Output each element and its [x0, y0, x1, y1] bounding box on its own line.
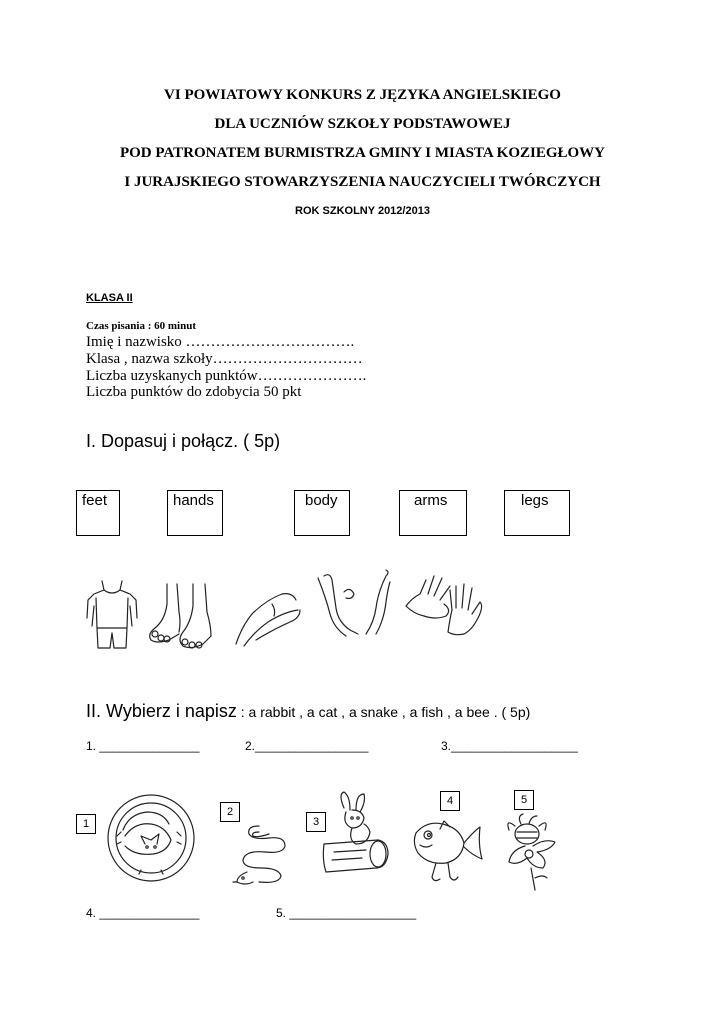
body-icon [82, 578, 142, 653]
hands-icon [402, 572, 488, 638]
arms-icon [316, 568, 392, 640]
time-label: Czas pisania : 60 minut [86, 320, 197, 332]
answer-line-4[interactable]: 4. _______________ [86, 906, 200, 920]
word-box-arms: arms [399, 490, 467, 536]
header-line-1: VI POWIATOWY KONKURS Z JĘZYKA ANGIELSKIEGO [164, 87, 561, 103]
word-box-feet: feet [76, 490, 120, 536]
name-field-label: Imię i nazwisko ……………………………. [86, 334, 355, 350]
picture-number-5: 5 [514, 790, 534, 810]
task2-title-words: : a rabbit , a cat , a snake , a fish , a bee . ( 5p) [236, 704, 531, 720]
task2-title-main: II. Wybierz i napisz [86, 701, 237, 721]
answer-line-3[interactable]: 3.___________________ [441, 739, 578, 753]
picture-number-1: 1 [76, 814, 96, 834]
word-box-hands: hands [167, 490, 223, 536]
school-field-label: Klasa , nazwa szkoły………………………… [86, 351, 363, 367]
points-obtained-label: Liczba uzyskanych punktów…………………. [86, 368, 367, 384]
header-line-2: DLA UCZNIÓW SZKOŁY PODSTAWOWEJ [214, 116, 511, 132]
snake-icon [229, 820, 299, 890]
picture-number-2: 2 [220, 802, 240, 822]
picture-number-4: 4 [440, 791, 460, 811]
answer-line-5[interactable]: 5. ___________________ [276, 906, 417, 920]
picture-number-3: 3 [306, 812, 326, 832]
legs-icon [232, 586, 304, 648]
fish-icon [410, 815, 486, 887]
school-year: ROK SZKOLNY 2012/2013 [295, 205, 430, 217]
word-box-body: body [294, 490, 350, 536]
answer-line-1[interactable]: 1. _______________ [86, 739, 200, 753]
bee-icon [495, 812, 565, 892]
header-line-4: I JURAJSKIEGO STOWARZYSZENIA NAUCZYCIELI TWÓRCZYCH [124, 174, 601, 190]
task1-title: I. Dopasuj i połącz. ( 5p) [86, 431, 281, 451]
cat-icon [105, 792, 197, 884]
header-line-3: POD PATRONATEM BURMISTRZA GMINY I MIASTA KOZIEGŁOWY [119, 145, 606, 161]
task2-title [86, 701, 530, 722]
feet-icon [145, 582, 220, 654]
word-box-legs: legs [504, 490, 570, 536]
points-total-label: Liczba punktów do zdobycia 50 pkt [86, 384, 302, 400]
class-label: KLASA II [86, 292, 133, 304]
answer-line-2[interactable]: 2._________________ [245, 739, 369, 753]
rabbit-icon [322, 790, 394, 882]
